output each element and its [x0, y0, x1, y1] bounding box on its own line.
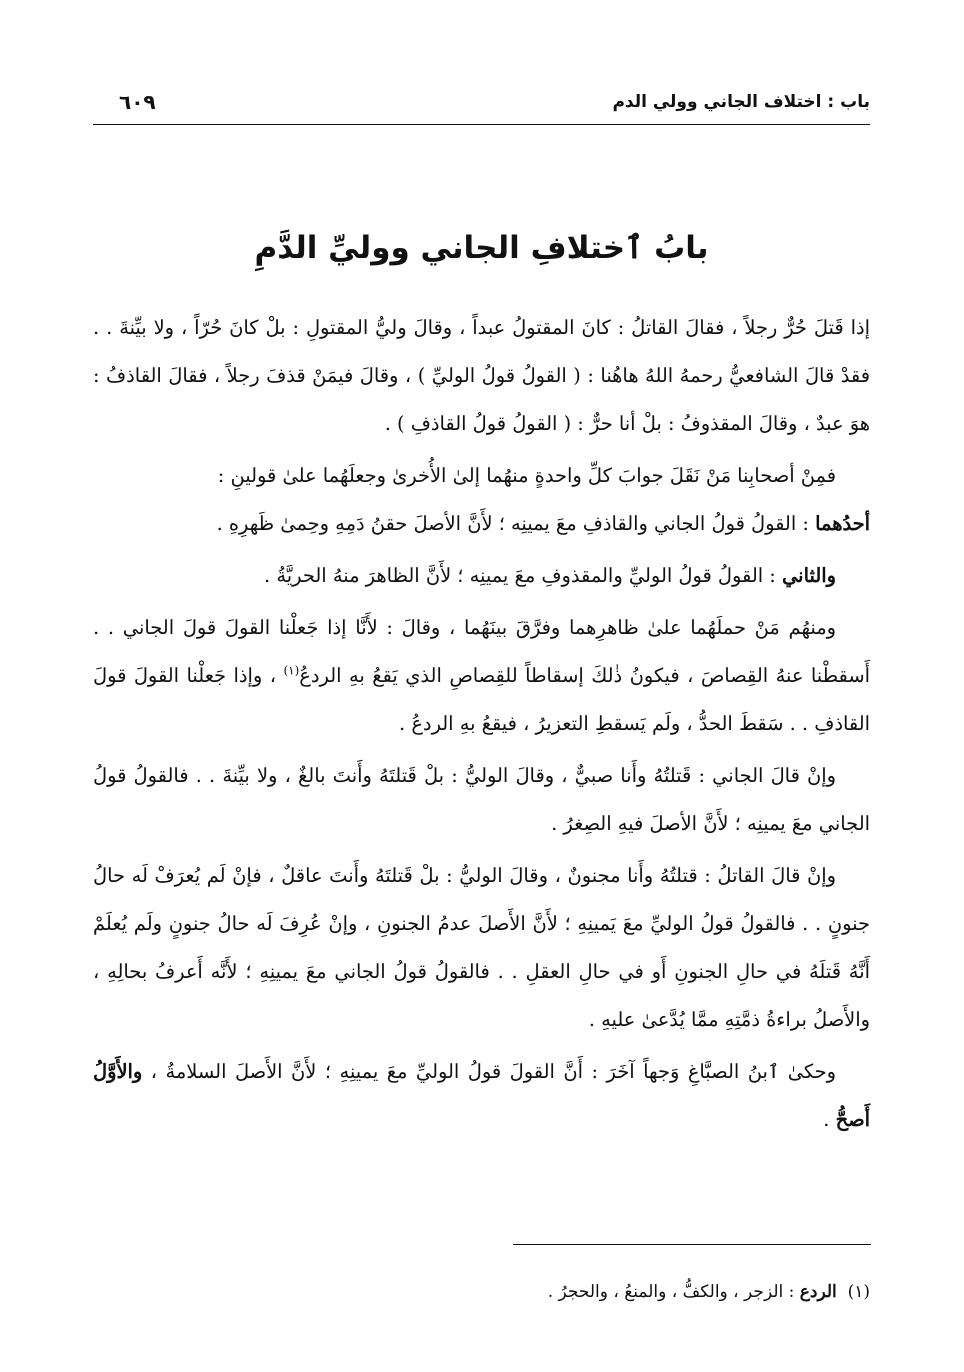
paragraph-3	[93, 500, 870, 548]
footnote-marker: (١)	[847, 1282, 870, 1302]
paragraph-5-text-a: ومنهُم مَنْ حملَهُما علىٰ ظاهرِهما وفرَّقَ بينَهُما ، وقالَ : لأَنَّا إذا جَعلْنا القولَ قولَ الجاني . . أَسقطْنا عنهُ القِصاصَ ، فيكونُ ذٰلكَ إسقاطاً للقِصاصِ الذي يَقعُ بهِ الردعُ	[93, 616, 870, 687]
paragraph-8-bold: والأَوَّلُ أَصحُّ	[93, 1060, 870, 1131]
chapter-title: بابُ ٱختلافِ الجاني ووليِّ الدَّمِ	[254, 230, 709, 266]
paragraph-7: وإنْ قالَ القاتلُ : قتلتُهُ وأَنا مجنونٌ ، وقالَ الوليُّ : بلْ قَتلتَهُ وأَنتَ عاقلٌ ، فإنْ لَم يُعرَفْ لَه حالُ جنونٍ . . فالقولُ قولُ الوليِّ معَ يَمينِهِ ؛ لأَنَّ الأَصلَ عدمُ الجنونِ ، وإنْ عُرِفَ لَه حالُ جنونٍ ولَم يُعلَمْ أَنَّهُ قَتلَهُ في حالِ الجنونِ أَو في حالِ العقلِ . . فالقولُ قولُ الجاني معَ يمينِهِ ؛ لأَنَّه أَعرفُ بحالِهِ ، والأَصلُ براءةُ ذمَّتِهِ ممَّا يُدَّعىٰ عليهِ .	[93, 864, 870, 1031]
paragraph-8-text: وحكىٰ ٱبنُ الصبَّاغِ وَجهاً آخَرَ : أَنَّ القولَ قولُ الوليِّ معَ يمينِهِ ؛ لأَنَّ الأَصلَ السلامةُ ،	[142, 1060, 836, 1083]
paragraph-8-end: .	[823, 1108, 836, 1131]
paragraph-2: فمِنْ أصحابِنا مَنْ نَقَلَ جوابَ كلِّ واحدةٍ منهُما إلىٰ الأُخرىٰ وجعلَهُما علىٰ قولينِ :	[217, 464, 836, 487]
footnote	[93, 1276, 870, 1308]
paragraph-3-text: : القولُ قولُ الجاني والقاذفِ معَ يمينِه ؛ لأَنَّ الأصلَ حقنُ دَمِهِ وحِمىٰ ظَهرِهِ .	[216, 512, 816, 535]
running-title: باب : اختلاف الجاني وولي الدم	[612, 92, 870, 112]
footnote-reference[interactable]: (١)	[283, 663, 300, 678]
paragraph-4	[93, 552, 870, 600]
paragraph-3-lead: أحدُهما	[815, 512, 870, 535]
paragraph-5	[93, 604, 870, 748]
footnote-term: الردع	[799, 1282, 837, 1302]
paragraph-6: وإنْ قالَ الجاني : قَتلتُهُ وأَنا صبيٌّ ، وقالَ الوليُّ : بلْ قَتلتَهُ وأَنتَ بالغٌ ، ولا بيِّنةَ . . فالقولُ قولُ الجاني معَ يمينِه ؛ لأَنَّ الأصلَ فيهِ الصِغرُ .	[93, 764, 870, 835]
footnote-divider	[513, 1244, 871, 1245]
paragraph-4-text: : القولُ قولُ الوليِّ والمقذوفِ معَ يمينِه ؛ لأَنَّ الظاهرَ منهُ الحريَّةُ .	[264, 564, 783, 587]
page-number: ٦٠٩	[119, 90, 156, 114]
running-header	[93, 88, 870, 125]
paragraph-4-lead: والثاني	[782, 564, 836, 587]
footnote-text: : الزجر ، والكفُّ ، والمنعُ ، والحجرُ .	[547, 1282, 800, 1302]
paragraph-8	[93, 1048, 870, 1144]
body-text	[93, 304, 870, 1144]
paragraph-1: إذا قَتلَ حُرٌّ رجلاً ، فقالَ القاتلُ : كانَ المقتولُ عبداً ، وقالَ وليُّ المقتولِ : بلْ كانَ حُرّاً ، ولا بيِّنةَ . . فقدْ قالَ الشافعيُّ رحمهُ اللهُ هاهُنا : ( القولُ قولُ الوليِّ ) ، وقالَ فيمَنْ قذفَ رجلاً ، فقالَ القاذفُ : هوَ عبدٌ ، وقالَ المقذوفُ : بلْ أنا حرٌّ : ( القولُ قولُ القاذفِ ) .	[93, 316, 870, 435]
paragraph-5-text-b: ، وإذا جَعلْنا القولَ قولَ القاذفِ . . سَقطَ الحدُّ ، ولَم يَسقطِ التعزيرُ ، فيقعُ بهِ الردعُ .	[93, 664, 870, 735]
